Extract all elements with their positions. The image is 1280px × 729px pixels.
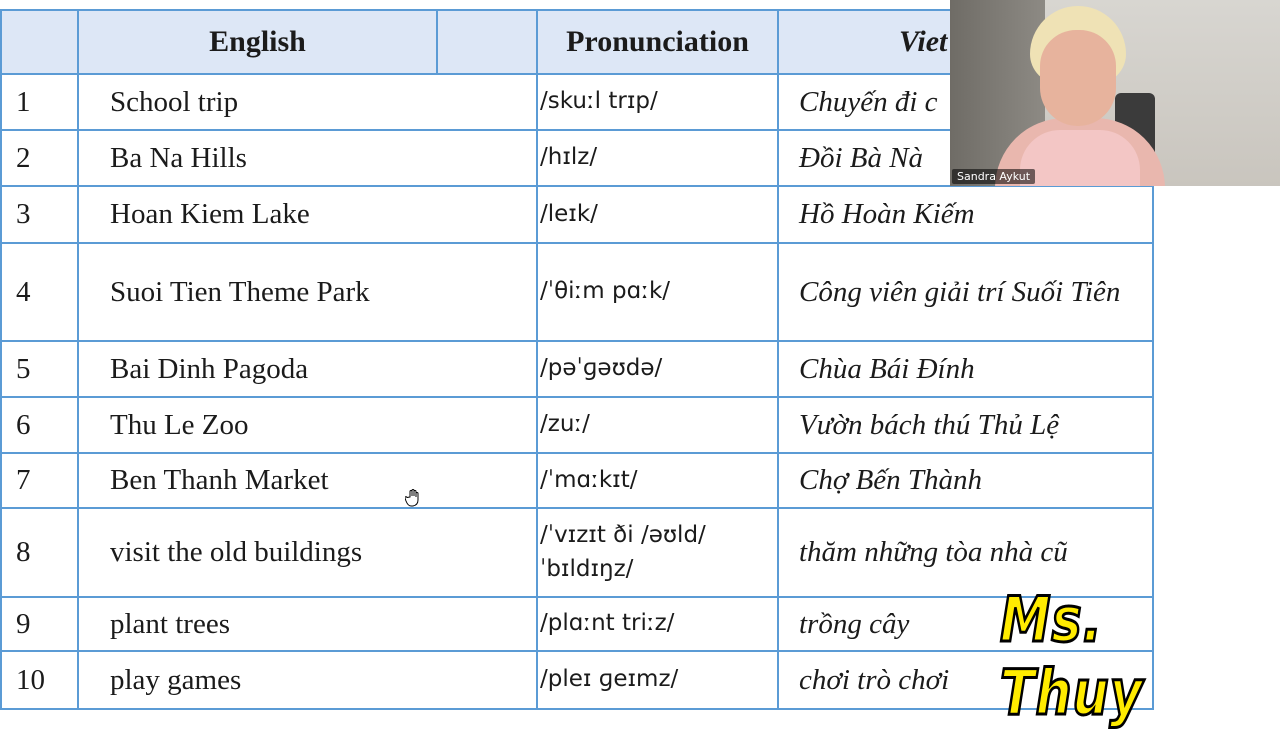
- pronunciation: /ˈmɑːkɪt/: [537, 453, 778, 508]
- table-row: [1, 186, 1153, 243]
- hand-cursor-icon: [405, 489, 421, 507]
- vietnamese-term: Chùa Bái Đính: [778, 341, 1153, 397]
- pronunciation: /skuːl trɪp/: [537, 74, 778, 130]
- vietnamese-term: Hồ Hoàn Kiếm: [778, 186, 1153, 243]
- pronunciation: /plɑːnt triːz/: [537, 597, 778, 651]
- vietnamese-term: chơi trò chơi: [778, 651, 1153, 709]
- pronunciation: /ˈvɪzɪt ði /əʊld/ˈbɪldɪŋz/: [537, 508, 778, 597]
- vietnamese-term: Vườn bách thú Thủ Lệ: [778, 397, 1153, 453]
- pronunciation: /hɪlz/: [537, 130, 778, 186]
- participant-name-tag: Sandra Aykut: [952, 169, 1035, 184]
- participant-face: [1040, 30, 1116, 126]
- row-number: 6: [1, 397, 78, 453]
- table-row: [1, 597, 1153, 651]
- english-term: Hoan Kiem Lake: [78, 186, 537, 243]
- vietnamese-term: thăm những tòa nhà cũ: [778, 508, 1153, 597]
- header-number: [1, 10, 78, 74]
- english-term: School trip: [78, 74, 537, 130]
- table-row: [1, 341, 1153, 397]
- row-number: 1: [1, 74, 78, 130]
- row-number: 9: [1, 597, 78, 651]
- participant-shirt: [1020, 130, 1140, 186]
- vietnamese-term: trồng cây: [778, 597, 1153, 651]
- header-english: English: [78, 10, 437, 74]
- row-number: 7: [1, 453, 78, 508]
- table-row: [1, 397, 1153, 453]
- english-term: Ben Thanh Market: [78, 453, 537, 508]
- pronunciation: /pleɪ ɡeɪmz/: [537, 651, 778, 709]
- english-term: Ba Na Hills: [78, 130, 537, 186]
- row-number: 5: [1, 341, 78, 397]
- table-row: [1, 243, 1153, 341]
- row-number: 4: [1, 243, 78, 341]
- header-spacer: [437, 10, 537, 74]
- english-term: plant trees: [78, 597, 537, 651]
- pronunciation: /ˈθiːm pɑːk/: [537, 243, 778, 341]
- pronunciation: /leɪk/: [537, 186, 778, 243]
- table-row: [1, 453, 1153, 508]
- pronunciation: /zuː/: [537, 397, 778, 453]
- vietnamese-term: Chợ Bến Thành: [778, 453, 1153, 508]
- row-number: 2: [1, 130, 78, 186]
- english-term: play games: [78, 651, 537, 709]
- header-pronunciation: Pronunciation: [537, 10, 778, 74]
- row-number: 3: [1, 186, 78, 243]
- vietnamese-term: Công viên giải trí Suối Tiên: [778, 243, 1153, 341]
- english-term: visit the old buildings: [78, 508, 537, 597]
- table-row: [1, 508, 1153, 597]
- header-vietnamese: Viet: [778, 10, 1153, 74]
- participant-video[interactable]: [950, 0, 1280, 186]
- row-number: 10: [1, 651, 78, 709]
- teacher-name-overlay: Ms. Thuy: [1000, 583, 1144, 729]
- english-term: Suoi Tien Theme Park: [78, 243, 537, 341]
- vietnamese-term: Chuyến đi c: [778, 74, 1153, 130]
- table-row: [1, 651, 1153, 709]
- english-term: Thu Le Zoo: [78, 397, 537, 453]
- english-term: Bai Dinh Pagoda: [78, 341, 537, 397]
- pronunciation: /pəˈɡəʊdə/: [537, 341, 778, 397]
- vietnamese-term: Đồi Bà Nà: [778, 130, 1153, 186]
- row-number: 8: [1, 508, 78, 597]
